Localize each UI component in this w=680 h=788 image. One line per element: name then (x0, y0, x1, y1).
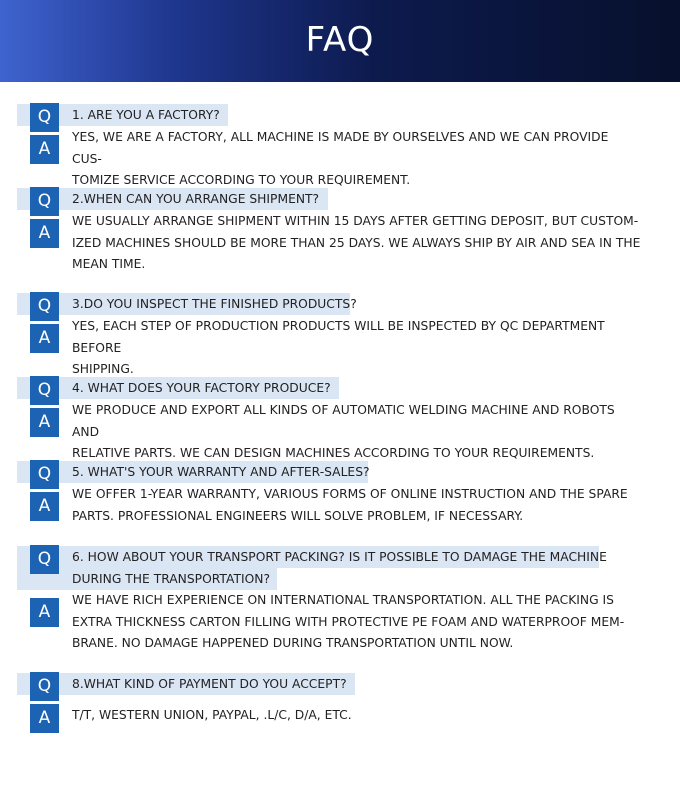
answer-badge: A (30, 324, 59, 353)
question-text: 2.WHEN CAN YOU ARRANGE SHIPMENT? (72, 192, 320, 206)
question-text: 1. ARE YOU A FACTORY? (72, 108, 220, 122)
question-badge: Q (30, 376, 59, 405)
question-text: 3.DO YOU INSPECT THE FINISHED PRODUCTS? (72, 297, 357, 311)
question-badge: Q (30, 545, 59, 574)
question-badge: Q (30, 103, 59, 132)
question-text: 8.WHAT KIND OF PAYMENT DO YOU ACCEPT? (72, 677, 347, 691)
question-text: 6. HOW ABOUT YOUR TRANSPORT PACKING? IS IT POSSIBLE TO DAMAGE THE MACHINE DURING THE TRANSPORTATION? (72, 550, 607, 586)
answer-badge: A (30, 219, 59, 248)
answer-badge: A (30, 704, 59, 733)
answer-text: T/T, WESTERN UNION, PAYPAL, .L/C, D/A, ETC. (72, 708, 352, 722)
question-badge: Q (30, 672, 59, 701)
faq-header (0, 0, 680, 82)
answer-badge: A (30, 135, 59, 164)
answer-badge: A (30, 598, 59, 627)
answer-text: WE PRODUCE AND EXPORT ALL KINDS OF AUTOMATIC WELDING MACHINE AND ROBOTS AND RELATIVE PARTS. WE CAN DESIGN MACHINES ACCORDING TO YOUR REQUIREMENTS. (72, 403, 615, 460)
answer-text: WE USUALLY ARRANGE SHIPMENT WITHIN 15 DAYS AFTER GETTING DEPOSIT, BUT CUSTOM- IZED MACHINES SHOULD BE MORE THAN 25 DAYS. WE ALWAYS SHIP BY AIR AND SEA IN THE MEAN TIME. (72, 214, 641, 271)
page-title: FAQ (305, 20, 375, 60)
question-badge: Q (30, 187, 59, 216)
answer-text: YES, EACH STEP OF PRODUCTION PRODUCTS WILL BE INSPECTED BY QC DEPARTMENT BEFORE SHIPPING. (72, 319, 605, 376)
question-text: 4. WHAT DOES YOUR FACTORY PRODUCE? (72, 381, 331, 395)
answer-badge: A (30, 492, 59, 521)
question-badge: Q (30, 460, 59, 489)
answer-text: WE OFFER 1-YEAR WARRANTY, VARIOUS FORMS OF ONLINE INSTRUCTION AND THE SPARE PARTS. PROFESSIONAL ENGINEERS WILL SOLVE PROBLEM, IF NECESSARY. (72, 487, 628, 523)
answer-text: WE HAVE RICH EXPERIENCE ON INTERNATIONAL TRANSPORTATION. ALL THE PACKING IS EXTRA THICKNESS CARTON FILLING WITH PROTECTIVE PE FOAM AND WATERPROOF MEM- BRANE. NO DAMAGE HAPPENED DURING TRANSPORTATION UNTIL NOW. (72, 593, 625, 650)
question-text: 5. WHAT'S YOUR WARRANTY AND AFTER-SALES? (72, 465, 370, 479)
question-badge: Q (30, 292, 59, 321)
answer-badge: A (30, 408, 59, 437)
answer-text: YES, WE ARE A FACTORY, ALL MACHINE IS MADE BY OURSELVES AND WE CAN PROVIDE CUS- TOMIZE SERVICE ACCORDING TO YOUR REQUIREMENT. (72, 130, 609, 187)
